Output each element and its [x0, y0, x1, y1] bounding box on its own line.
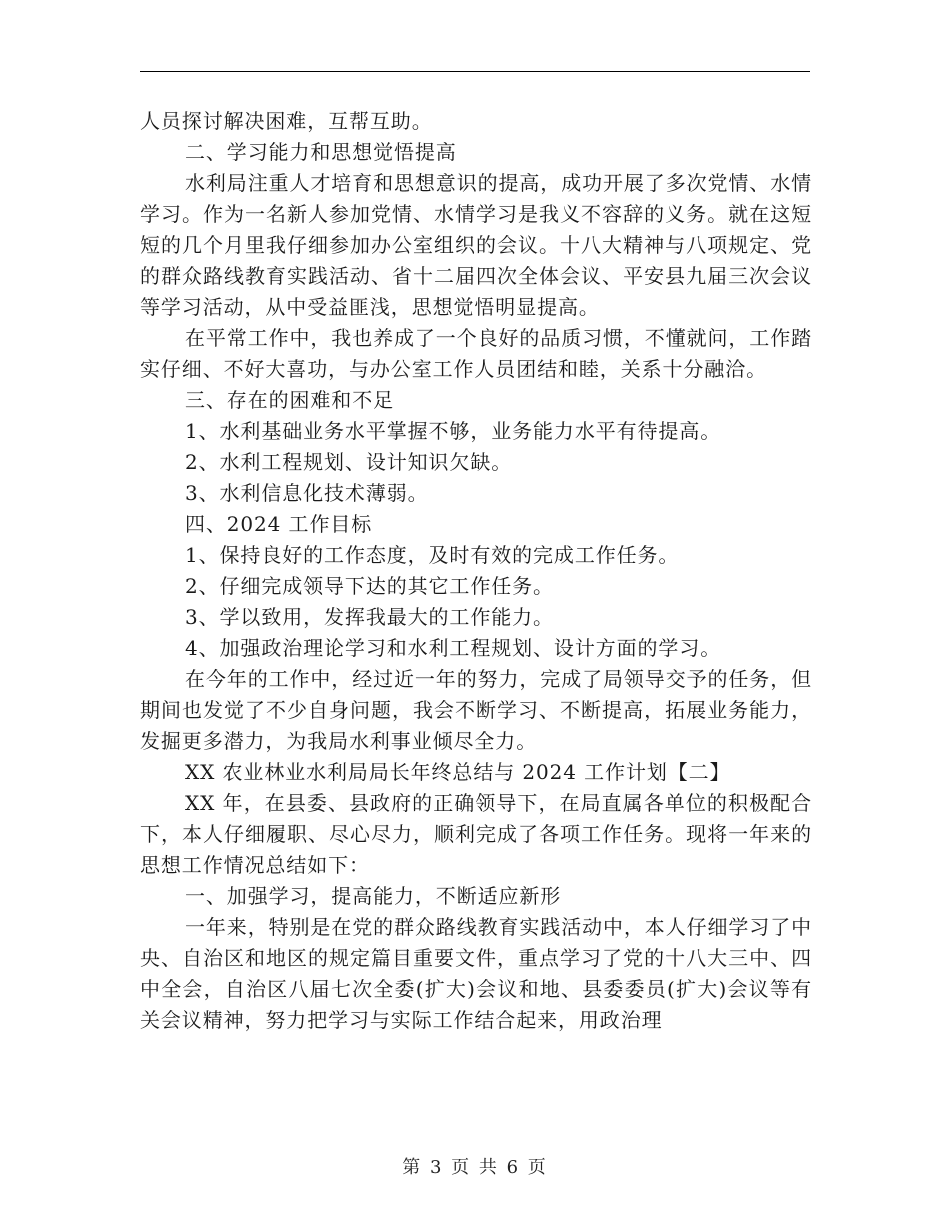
list-item: 4、加强政治理论学习和水利工程规划、设计方面的学习。 [185, 636, 722, 660]
section-heading-3: 三、存在的困难和不足 [185, 388, 394, 412]
list-item: 3、学以致用，发挥我最大的工作能力。 [185, 605, 554, 629]
paragraph-intro: XX 年，在县委、县政府的正确领导下，在局直属各单位的积极配合下，本人仔细履职、尽心尽力，顺利完成了各项工作任务。现将一年来的思想工作情况总结如下： [140, 791, 812, 877]
list-item: 2、水利工程规划、设计知识欠缺。 [185, 450, 513, 474]
paragraph-conclusion: 在今年的工作中，经过近一年的努力，完成了局领导交予的任务，但期间也发觉了不少自身问题，我会不断学习、不断提高，拓展业务能力，发掘更多潜力，为我局水利事业倾尽全力。 [140, 667, 812, 753]
header-rule [140, 71, 810, 72]
list-item: 1、保持良好的工作态度，及时有效的完成工作任务。 [185, 543, 680, 567]
document-subtitle: XX 农业林业水利局局长年终总结与 2024 工作计划【二】 [185, 760, 731, 784]
document-body [140, 106, 812, 1036]
paragraph-1: 人员探讨解决困难，互帮互助。 [140, 109, 433, 133]
list-item: 1、水利基础业务水平掌握不够，业务能力水平有待提高。 [185, 419, 722, 443]
list-item: 3、水利信息化技术薄弱。 [185, 481, 429, 505]
section-heading-4: 四、2024 工作目标 [185, 512, 373, 536]
paragraph-4: 在平常工作中，我也养成了一个良好的品质习惯，不懂就问，工作踏实仔细、不好大喜功，与办公室工作人员团结和睦，关系十分融洽。 [140, 326, 812, 381]
paragraph-3: 水利局注重人才培育和思想意识的提高，成功开展了多次党情、水情学习。作为一名新人参加党情、水情学习是我义不容辞的义务。就在这短短的几个月里我仔细参加办公室组织的会议。十八大精神与八项规定、党的群众路线教育实践活动、省十二届四次全体会议、平安县九届三次会议等学习活动，从中受益匪浅，思想觉悟明显提高。 [140, 171, 812, 319]
section-heading-2: 二、学习能力和思想觉悟提高 [185, 140, 457, 164]
page-number: 第 3 页 共 6 页 [402, 1157, 548, 1178]
list-item: 2、仔细完成领导下达的其它工作任务。 [185, 574, 554, 598]
paragraph-study: 一年来，特别是在党的群众路线教育实践活动中，本人仔细学习了中央、自治区和地区的规定篇目重要文件，重点学习了党的十八大三中、四中全会，自治区八届七次全委(扩大)会议和地、县委委员(扩大)会议等有关会议精神，努力把学习与实际工作结合起来，用政治理 [140, 915, 812, 1032]
section-heading-1: 一、加强学习，提高能力，不断适应新形 [185, 884, 562, 908]
